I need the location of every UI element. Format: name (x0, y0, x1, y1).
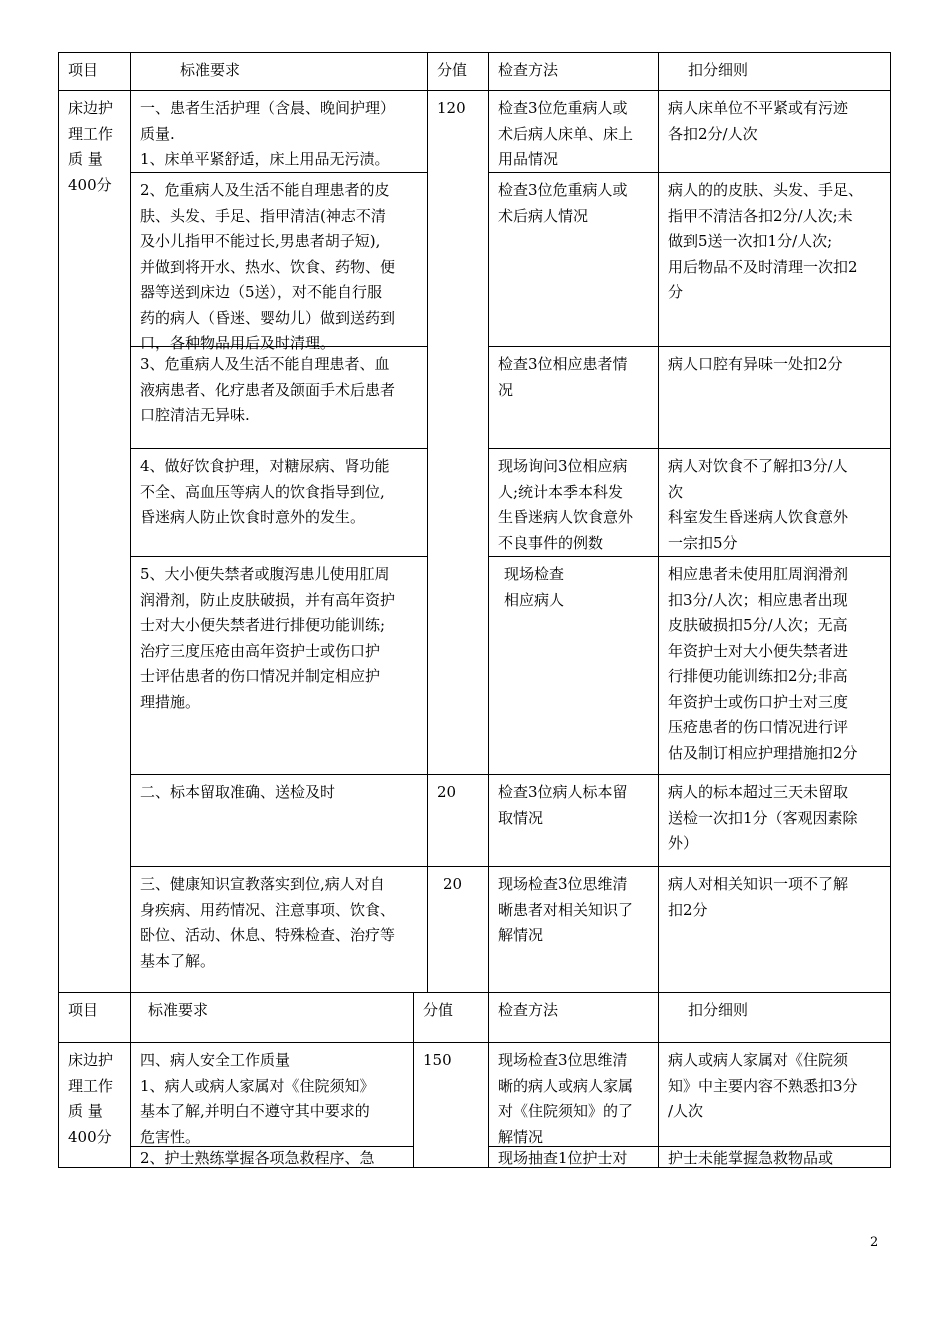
header-standard: 标准要求 (148, 1001, 209, 1019)
table1-header-bottom-border (58, 90, 891, 91)
header-deduction: 扣分细则 (688, 61, 749, 79)
row-divider (488, 448, 891, 449)
t2-row2-deduction: 护士未能掌握急救物品或 (668, 1149, 834, 1167)
header-method: 检查方法 (498, 1001, 559, 1019)
row-divider (130, 774, 891, 775)
row5-deduction: 相应患者未使用肛周润滑剂 扣3分/人次；相应患者出现 皮肤破损扣5分/人次；无高 年资护士对大小便失禁者进 行排便功能训练扣2分;非高 年资护士或伤口护士对三度 压疮患者的伤口情况进行评 估及制订相应护理措施扣2分 (668, 565, 858, 762)
col-divider (427, 52, 428, 993)
row7-method: 现场检查3位思维清 晰患者对相关知识了 解情况 (498, 875, 634, 944)
row6-standard: 二、标本留取准确、送检及时 (140, 783, 336, 801)
header-score: 分值 (423, 1001, 454, 1019)
row7-score: 20 (443, 875, 463, 893)
col-divider (488, 992, 489, 1168)
header-score: 分值 (437, 61, 468, 79)
row-divider (488, 346, 891, 347)
row6-deduction: 病人的标本超过三天未留取 送检一次扣1分（客观因素除 外） (668, 783, 858, 852)
row1-deduction: 病人床单位不平紧或有污迹 各扣2分/人次 (668, 99, 849, 143)
row2-method: 检查3位危重病人或 术后病人情况 (498, 181, 628, 225)
header-standard: 标准要求 (180, 61, 241, 79)
table1-top-border (58, 52, 891, 53)
table2-header-bottom-border (58, 1042, 891, 1043)
table1-left-border (58, 52, 59, 993)
col-divider (658, 52, 659, 993)
row2-standard: 2、危重病人及生活不能自理患者的皮 肤、头发、手足、指甲清洁(神志不清 及小儿指甲不能过长,男患者胡子短), 并做到将开水、热水、饮食、药物、便 器等送到床边（5送），对不能自行服 药的病人（昏迷、婴幼儿）做到送药到 口，各种物品用后及时清理。 (140, 181, 396, 352)
row-divider (130, 866, 891, 867)
page-number: 2 (870, 1235, 879, 1250)
row5-standard: 5、大小便失禁者或腹泻患儿使用肛周 润滑剂，防止皮肤破损，并有高年资护 士对大小便失禁者进行排便功能训练; 治疗三度压疮由高年资护士或伤口护 士评估患者的伤口情况并制定相应护 理措施。 (140, 565, 396, 711)
t2-row1-method: 现场检查3位思维清 晰的病人或病人家属 对《住院须知》的了 解情况 (498, 1051, 634, 1146)
col-divider (130, 992, 131, 1168)
row4-standard: 4、做好饮食护理，对糖尿病、肾功能 不全、高血压等病人的饮食指导到位, 昏迷病人防止饮食时意外的发生。 (140, 457, 390, 526)
row6-method: 检查3位病人标本留 取情况 (498, 783, 628, 827)
row-divider (130, 448, 427, 449)
row4-method: 现场询问3位相应病 人;统计本季本科发 生昏迷病人饮食意外 不良事件的例数 (498, 457, 634, 552)
row5-method: 现场检查 相应病人 (504, 565, 565, 609)
col-divider (488, 52, 489, 993)
score-main: 120 (437, 99, 466, 117)
col-divider (658, 992, 659, 1168)
row3-deduction: 病人口腔有异味一处扣2分 (668, 355, 843, 373)
row-divider (130, 556, 427, 557)
row3-standard: 3、危重病人及生活不能自理患者、血 液病患者、化疗患者及颌面手术后患者 口腔清洁无异味. (140, 355, 396, 424)
header-method: 检查方法 (498, 61, 559, 79)
table2-left-border (58, 992, 59, 1168)
col-divider (413, 992, 414, 1168)
table1-right-border (890, 52, 891, 993)
t2-row2-method: 现场抽查1位护士对 (498, 1149, 628, 1167)
item-label: 床边护 理工作 质 量 400分 (68, 99, 114, 194)
header-item: 项目 (68, 1001, 99, 1019)
row7-deduction: 病人对相关知识一项不了解 扣2分 (668, 875, 849, 919)
t2-row2-standard: 2、护士熟练掌握各项急救程序、急 (140, 1149, 375, 1167)
row4-deduction: 病人对饮食不了解扣3分/人 次 科室发生昏迷病人饮食意外 一宗扣5分 (668, 457, 849, 552)
t2-row1-standard: 四、病人安全工作质量 1、病人或病人家属对《住院须知》 基本了解,并明白不遵守其中要求的 危害性。 (140, 1051, 375, 1146)
t2-row1-deduction: 病人或病人家属对《住院须 知》中主要内容不熟悉扣3分 /人次 (668, 1051, 858, 1120)
header-item: 项目 (68, 61, 99, 79)
row1-method: 检查3位危重病人或 术后病人床单、床上 用品情况 (498, 99, 634, 168)
col-divider (130, 52, 131, 993)
row6-score: 20 (437, 783, 457, 801)
row7-standard: 三、健康知识宣教落实到位,病人对自 身疾病、用药情况、注意事项、饮食、 卧位、活动、休息、特殊检查、治疗等 基本了解。 (140, 875, 396, 970)
row2-deduction: 病人的的皮肤、头发、手足、 指甲不清洁各扣2分/人次;未 做到5送一次扣1分/人次; 用后物品不及时清理一次扣2 分 (668, 181, 864, 301)
row3-method: 检查3位相应患者情 况 (498, 355, 628, 399)
row1-standard: 一、患者生活护理（含晨、晚间护理） 质量. 1、床单平紧舒适，床上用品无污渍。 (140, 99, 396, 168)
table1-bottom-border (58, 992, 891, 993)
item-label: 床边护 理工作 质 量 400分 (68, 1051, 114, 1146)
table2-right-border (890, 992, 891, 1168)
header-deduction: 扣分细则 (688, 1001, 749, 1019)
score-main: 150 (423, 1051, 452, 1069)
